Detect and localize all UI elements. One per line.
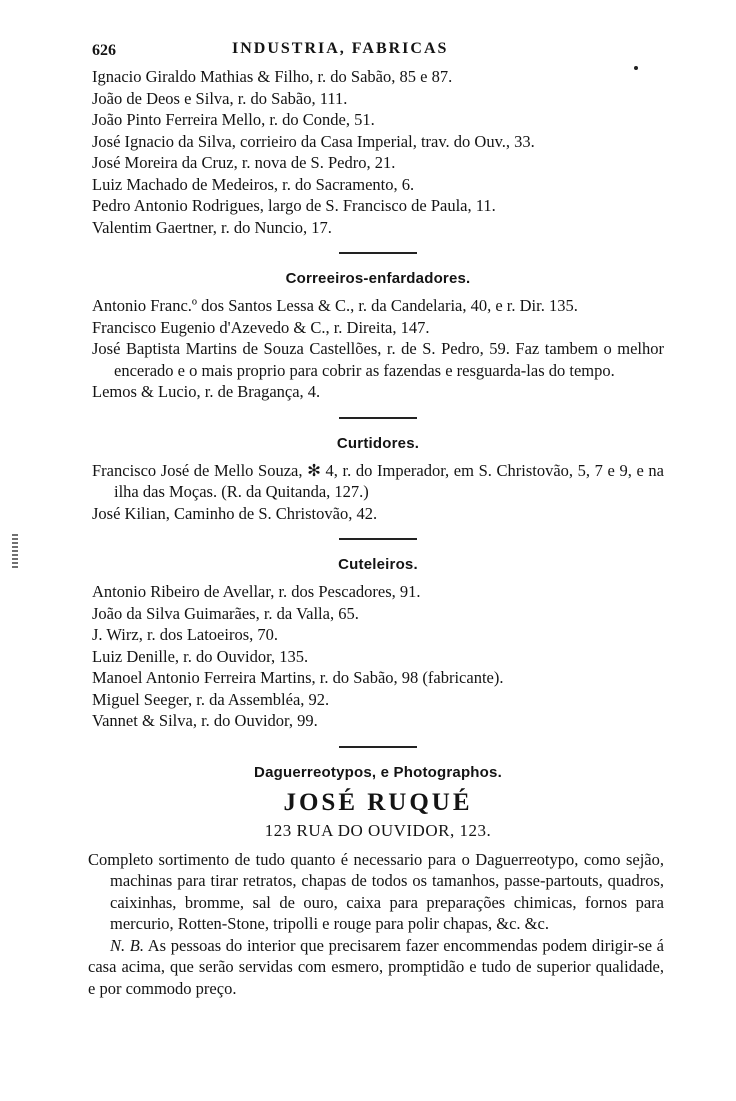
- section-divider: [339, 417, 417, 419]
- list-item: Pedro Antonio Rodrigues, largo de S. Francisco de Paula, 11.: [92, 196, 496, 215]
- section-heading: Correeiros-enfardadores.: [285, 270, 471, 287]
- list-item: Ignacio Giraldo Mathias & Filho, r. do Sabão, 85 e 87.: [92, 67, 453, 86]
- list-item: Miguel Seeger, r. da Assembléa, 92.: [92, 689, 330, 709]
- list-item: J. Wirz, r. dos Latoeiros, 70.: [92, 625, 279, 644]
- list-item: Luiz Denille, r. do Ouvidor, 135.: [92, 646, 309, 666]
- note-label: N. B.: [110, 935, 144, 955]
- section-divider: [339, 538, 417, 540]
- page-number: 626: [92, 42, 116, 59]
- list-item: Lemos & Lucio, r. de Bragança, 4.: [92, 382, 321, 401]
- list-item: José Kilian, Caminho de S. Christovão, 42.: [92, 503, 378, 523]
- advertisement-note: [88, 935, 664, 1000]
- list-item: João Pinto Ferreira Mello, r. do Conde, 51.: [92, 110, 375, 129]
- list-item: Valentim Gaertner, r. do Nuncio, 17.: [92, 217, 332, 237]
- margin-scan-mark: [12, 534, 18, 570]
- section-correeiros: [92, 270, 664, 403]
- section-cuteleiros: [92, 556, 664, 732]
- section-divider: [339, 252, 417, 254]
- list-item: João de Deos e Silva, r. do Sabão, 111.: [92, 88, 348, 108]
- list-item: Luiz Machado de Medeiros, r. do Sacramento, 6.: [92, 174, 415, 194]
- document-page: [88, 38, 665, 999]
- running-title: INDUSTRIA, FABRICAS: [232, 40, 449, 57]
- advertisement-text: Completo sortimento de tudo quanto é necessario para o Daguerreotypo, como sejão, machinas para tirar retratos, chapas de todos os tamanhos, passe-partouts, quadros, caixinhas, bromme, sal de ouro, caixa para preparações chimicas, fornos para mercurio, Rotten-Stone, tripolli e rouge para polir chapas, &c. &c.: [88, 849, 664, 933]
- list-item: José Baptista Martins de Souza Castellões, r. de S. Pedro, 59. Faz tambem o melhor encerado e o mais proprio para cobrir as fazendas e resguarda-las do tempo.: [92, 339, 664, 380]
- note-text: As pessoas do interior que precisarem fazer encommendas podem dirigir-se á casa acima, que serão servidas com esmero, promptidão e tudo de superior qualidade, e por commodo preço.: [88, 935, 665, 998]
- list-item: Vannet & Silva, r. do Ouvidor, 99.: [92, 711, 318, 730]
- list-item: Francisco Eugenio d'Azevedo & C., r. Direita, 147.: [92, 317, 430, 337]
- list-item: Antonio Franc.º dos Santos Lessa & C., r. da Candelaria, 40, e r. Dir. 135.: [92, 296, 578, 315]
- section-heading: Daguerreotypos, e Photographos.: [254, 763, 502, 781]
- list-item: Manoel Antonio Ferreira Martins, r. do Sabão, 98 (fabricante).: [92, 668, 504, 687]
- section-heading: Cuteleiros.: [338, 556, 418, 573]
- section-divider: [339, 746, 417, 748]
- advertiser-address: 123 RUA DO OUVIDOR, 123.: [264, 820, 492, 840]
- section-curtidores: [92, 435, 664, 525]
- advertisement-body: [88, 849, 664, 1000]
- section-daguerreotypos: [88, 763, 665, 1000]
- intro-entry-list: [92, 66, 664, 238]
- section-heading: Curtidores.: [336, 434, 420, 452]
- list-item: Antonio Ribeiro de Avellar, r. dos Pescadores, 91.: [92, 582, 421, 601]
- advertiser-name: JOSÉ RUQUÉ: [283, 788, 473, 816]
- list-item: João da Silva Guimarães, r. da Valla, 65.: [92, 603, 359, 623]
- list-item: José Moreira da Cruz, r. nova de S. Pedro, 21.: [92, 153, 396, 172]
- list-item: José Ignacio da Silva, corrieiro da Casa Imperial, trav. do Ouv., 33.: [92, 131, 535, 151]
- list-item: Francisco José de Mello Souza, ✻ 4, r. do Imperador, em S. Christovão, 5, 7 e 9, e na ilha das Moças. (R. da Quitanda, 127.): [92, 460, 664, 501]
- running-header: [92, 38, 664, 66]
